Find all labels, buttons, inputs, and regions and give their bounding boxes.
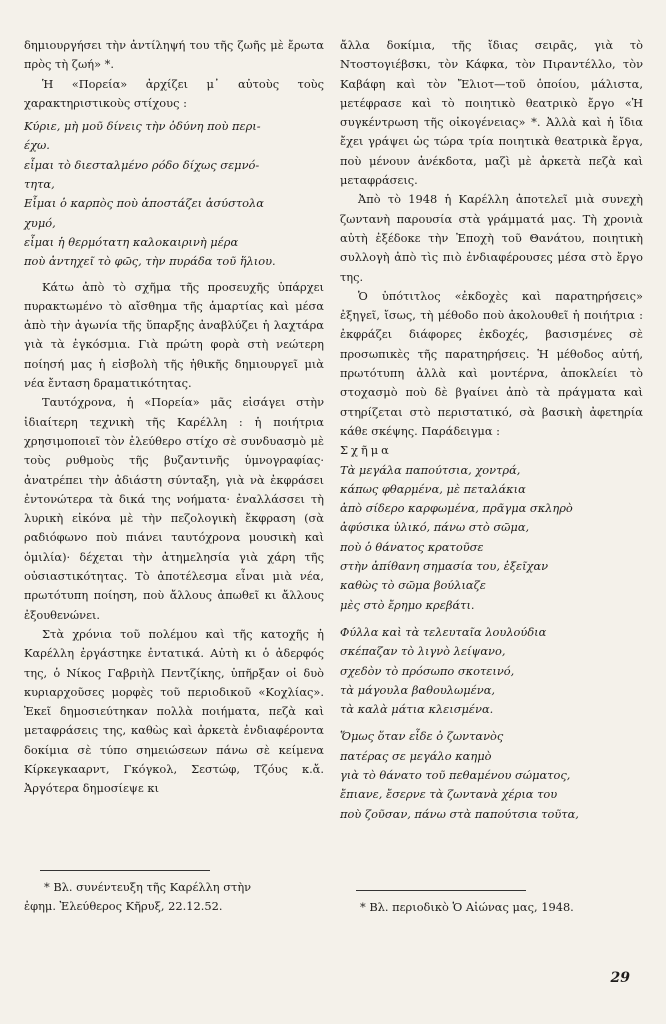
poem-line: καθὼς τὸ σῶμα βούλιαζε: [340, 578, 486, 593]
paragraph: Ἀπὸ τὸ 1948 ἡ Καρέλλη ἀποτελεῖ μιὰ συνεχὴ ζωντανὴ παρουσία στὰ γράμματά μας. Τὴ χρονιὰ αὐτὴ ἐξέδοκε τὴν Ἐποχὴ τοῦ Θανάτου, ποιητικὴ συλλογὴ ἀπὸ τὶς πιὸ ἐνδιαφέρουσες μέσα στὸ ἔργο της.: [340, 192, 643, 284]
poem-line: τὰ καλὰ μάτια κλεισμένα.: [340, 702, 494, 717]
footnote: [340, 898, 643, 917]
footnote: [24, 878, 324, 916]
paragraph: Ἡ «Πορεία» ἀρχίζει μ᾽ αὐτοὺς τοὺς χαρακτηριστικοὺς στίχους :: [24, 76, 324, 110]
poem-line: ποὺ ζοῦσαν, πάνω στὰ παπούτσια τοῦτα,: [340, 806, 579, 821]
poem-line: Ὅμως ὅταν εἶδε ὁ ζωντανὸς: [340, 729, 504, 744]
poem-line: έχω.: [24, 138, 50, 153]
poem-line: στὴν ἀπίθανη σημασία του, ἐξεῖχαν: [340, 559, 549, 574]
poem-line: πατέρας σε μεγάλο καημὸ: [340, 748, 492, 763]
poem-line: ποὺ ὁ θάνατος κρατοῦσε: [340, 539, 484, 554]
paragraph: δημιουργήσει τὴν ἀντίληψή του τῆς ζωῆς μὲ ἔρωτα πρὸς τὴ ζωή» *.: [24, 38, 324, 72]
footnote-rule: [40, 870, 210, 871]
poem-line: χυμό,: [24, 215, 56, 230]
footnote-line: * Βλ. συνέντευξη τῆς Καρέλλη στὴν: [44, 880, 252, 894]
poem-line: τὰ μάγουλα βαθουλωμένα,: [340, 682, 496, 697]
paragraph: Ὁ ὑπότιτλος «ἐκδοχὲς καὶ παρατηρήσεις» ἐξηγεῖ, ἴσως, τὴ μέθοδο ποὺ ἀκολουθεῖ ἡ ποιήτρια : ἐκφράζει διάφορες ἐκδοχές, βασισμένες σὲ προσωπικὲς τῆς παρατηρήσεις. Ἡ μέθοδος αὐτή, πρωτότυπη ἀλλὰ καὶ μοντέρνα, ἀποκλείει τὸ στοχασμὸ ποὺ δὲ βγαίνει ἀπὸ τὰ πράγματα καὶ στηρίζεται στὸ περιστατικό, σὰ βασικὴ ἀφετηρία κάθε σκέψης. Παράδειγμα :: [340, 288, 643, 438]
footnote-line: ἐφημ. Ἐλεύθερος Κῆρυξ, 22.12.52.: [24, 899, 223, 913]
poem-stanza: [340, 461, 643, 615]
poem-line: ποὺ ἀντηχεῖ τὸ φῶς, τὴν πυράδα τοῦ ἥλιου.: [24, 254, 276, 269]
poem-stanza: [340, 727, 643, 823]
poem-line: ἀπὸ σίδερο καρφωμένα, πρᾶγμα σκληρὸ: [340, 501, 573, 516]
paragraph: ἄλλα δοκίμια, τῆς ἴδιας σειρᾶς, γιὰ τὸ Ντοστογιέβσκι, τὸν Κάφκα, τὸν Πιραντέλλο, τὸν Καβάφη καὶ τὸν Ἔλιοτ—τοῦ ὁποίου, μάλιστα, μετέφρασε καὶ τὸ ποιητικὸ θεατρικὸ ἔργο «Ἡ συγκέντρωση τῆς οἰκογένειας» *. Ἀλλὰ καὶ ἡ ἴδια ἔχει γράψει ὡς τώρα τρία ποιητικὰ θεατρικὰ ἔργα, ποὺ μένουν ἀνέκδοτα, μαζὶ μὲ ἀρκετὰ πεζὰ καὶ μεταφράσεις.: [340, 38, 643, 188]
poem-line: γιὰ τὸ θάνατο τοῦ πεθαμένου σώματος,: [340, 767, 571, 782]
poem-line: σχεδὸν τὸ πρόσωπο σκοτεινό,: [340, 663, 515, 678]
poem-line: ἀφύσικα ὑλικό, πάνω στὸ σῶμα,: [340, 520, 530, 535]
poem-line: μὲς στὸ ἔρημο κρεβάτι.: [340, 597, 475, 612]
poem-line: σκέπαζαν τὸ λιγνὸ λείψανο,: [340, 644, 506, 659]
poem-title: Σχῆμα: [340, 443, 392, 458]
footnote-rule: [356, 890, 526, 891]
paragraph: Στὰ χρόνια τοῦ πολέμου καὶ τῆς κατοχῆς ἡ Καρέλλη ἐργάστηκε ἐντατικά. Αὐτὴ κι ὁ ἀδερφός της, ὁ Νίκος Γαβριὴλ Πεντζίκης, ὑπῆρξαν οἱ δυὸ κυριαρχοῦσες μορφὲς τοῦ περιοδικοῦ «Κοχλίας». Ἐκεῖ δημοσιεύτηκαν πολλὰ ποιήματα, πεζὰ καὶ μεταφράσεις της, καθὼς καὶ ἀρκετὰ ἐνδιαφέροντα δοκίμια σὲ τύπο σημειώσεων πάνω σὲ κείμενα Κίρκεγκααρντ, Γκόγκολ, Σεστώφ, Τζόυς κ.ἄ. Ἀργότερα δημοσίεψε κι: [24, 626, 324, 796]
page-number: 29: [610, 970, 630, 986]
poem-line: εἶμαι τὸ διεσταλμένο ρόδο δίχως σεμνό-: [24, 157, 260, 172]
poem-line: ἔπιανε, ἔσερνε τὰ ζωντανὰ χέρια του: [340, 787, 558, 802]
poem-line: εἶμαι ἡ θερμότατη καλοκαιρινὴ μέρα: [24, 234, 239, 249]
paragraph: Κάτω ἀπὸ τὸ σχῆμα τῆς προσευχῆς ὑπάρχει πυρακτωμένο τὸ αἴσθημα τῆς ἁμαρτίας καὶ μέσα ἀπὸ τὴν ἀγωνία τῆς ὕπαρξης ἀναβλύζει ἡ λαχτάρα γιὰ τὰ ἐγκόσμια. Γιὰ πρώτη φορὰ στὴ νεώτερη ποίησή μας ἡ εἰσβολὴ τῆς ἠθικῆς δημιουργεῖ μιὰ νέα ἔνταση δραματικότητας.: [24, 279, 324, 391]
poem-line: τητα,: [24, 177, 55, 192]
left-column: [24, 36, 324, 799]
paragraph: Ταυτόχρονα, ἡ «Πορεία» μᾶς εἰσάγει στὴν ἰδιαίτερη τεχνικὴ τῆς Καρέλλη : ἡ ποιήτρια χρησιμοποιεῖ τὸν ἐλεύθερο στίχο σὲ συνδυασμὸ μὲ τοὺς ρυθμοὺς τῆς βυζαντινῆς ὑμνογραφίας· ἀνατρέπει τὴν ἀδιάστη σύνταξη, γιὰ νὰ ἐκφράσει ἐντονώτερα τὰ δικά της νοήματα· ἐναλλάσσει τὴ λυρικὴ εἰκόνα μὲ τὴν πεζολογικὴ ἔκφραση (σὰ ραδιόφωνο ποὺ πιάνει ταυτόχρονα μουσικὴ καὶ ὁμιλία)· δέχεται τὴν ἀτημελησία γιὰ χάρη τῆς οὐσιαστικότητας. Τὸ ἀποτέλεσμα εἶναι μιὰ νέα, πρωτότυπη ποίηση, ποὺ ἄλλους ἀπωθεῖ κι ἄλλους ἐξουθενώνει.: [24, 395, 324, 622]
poem-line: κάπως φθαρμένα, μὲ πεταλάκια: [340, 481, 526, 496]
poem-excerpt: [24, 117, 324, 271]
poem-line: Τὰ μεγάλα παπούτσια, χοντρά,: [340, 462, 521, 477]
right-column: [340, 36, 643, 824]
poem-line: Κύριε, μὴ μοῦ δίνεις τὴν ὀδύνη ποὺ περι-: [24, 119, 261, 134]
poem-line: Φύλλα καὶ τὰ τελευταῖα λουλούδια: [340, 624, 547, 639]
poem-line: Εἶμαι ὁ καρπὸς ποὺ ἀποστάζει ἀσύστολα: [24, 196, 264, 211]
poem-stanza: [340, 623, 643, 719]
footnote-line: * Βλ. περιοδικὸ Ὁ Αἰώνας μας, 1948.: [360, 900, 574, 914]
